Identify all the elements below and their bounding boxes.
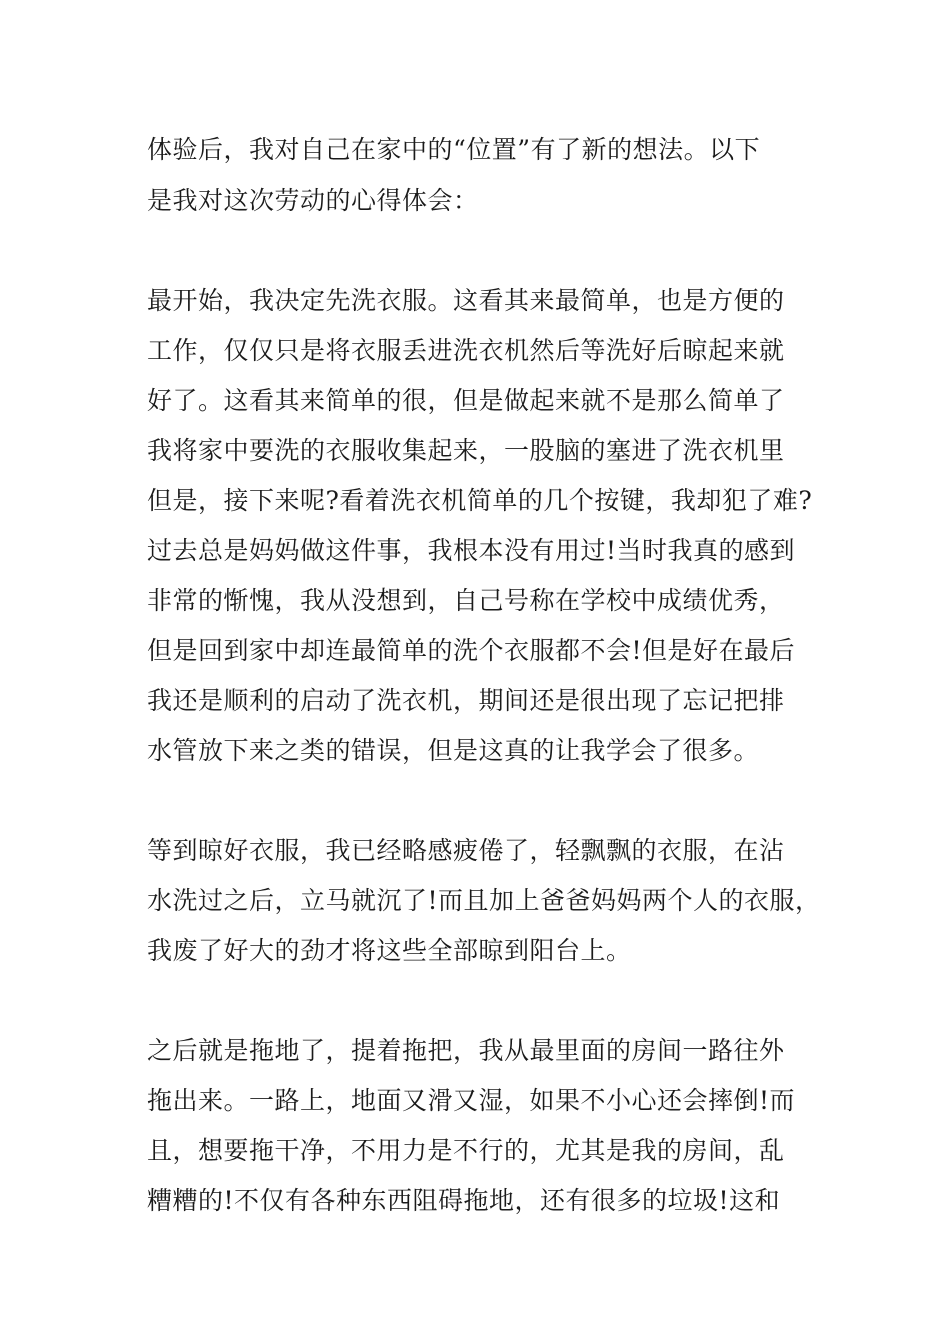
text-line: 是我对这次劳动的心得体会： xyxy=(147,186,479,215)
text-line: 但是回到家中却连最简单的洗个衣服都不会!但是好在最后 xyxy=(147,636,796,665)
text-line: 之后就是拖地了，提着拖把，我从最里面的房间一路往外 xyxy=(147,1036,785,1065)
text-line: 好了。这看其来简单的很，但是做起来就不是那么简单了 xyxy=(147,386,785,415)
text-line: 我废了好大的劲才将这些全部晾到阳台上。 xyxy=(147,936,632,965)
text-line: 非常的惭愧，我从没想到，自己号称在学校中成绩优秀， xyxy=(147,586,785,615)
text-line: 我将家中要洗的衣服收集起来，一股脑的塞进了洗衣机里 xyxy=(147,436,785,465)
text-line: 我还是顺利的启动了洗衣机，期间还是很出现了忘记把排 xyxy=(147,686,785,715)
text-line: 拖出来。一路上，地面又滑又湿，如果不小心还会摔倒!而 xyxy=(147,1086,796,1115)
text-line: 最开始，我决定先洗衣服。这看其来最简单，也是方便的 xyxy=(147,286,785,315)
text-line: 体验后，我对自己在家中的“位置”有了新的想法。以下 xyxy=(147,135,761,164)
text-line: 且，想要拖干净，不用力是不行的，尤其是我的房间，乱 xyxy=(147,1136,785,1165)
text-line: 水管放下来之类的错误，但是这真的让我学会了很多。 xyxy=(147,736,760,765)
text-line: 过去总是妈妈做这件事，我根本没有用过!当时我真的感到 xyxy=(147,536,796,565)
text-line: 等到晾好衣服，我已经略感疲倦了，轻飘飘的衣服，在沾 xyxy=(147,836,785,865)
text-line: 工作，仅仅只是将衣服丢进洗衣机然后等洗好后晾起来就 xyxy=(147,336,785,365)
text-line: 糟糟的!不仅有各种东西阻碍拖地，还有很多的垃圾!这和 xyxy=(147,1186,781,1215)
text-line: 但是，接下来呢?看着洗衣机简单的几个按键，我却犯了难? xyxy=(147,486,813,515)
text-line: 水洗过之后，立马就沉了!而且加上爸爸妈妈两个人的衣服， xyxy=(147,886,821,915)
